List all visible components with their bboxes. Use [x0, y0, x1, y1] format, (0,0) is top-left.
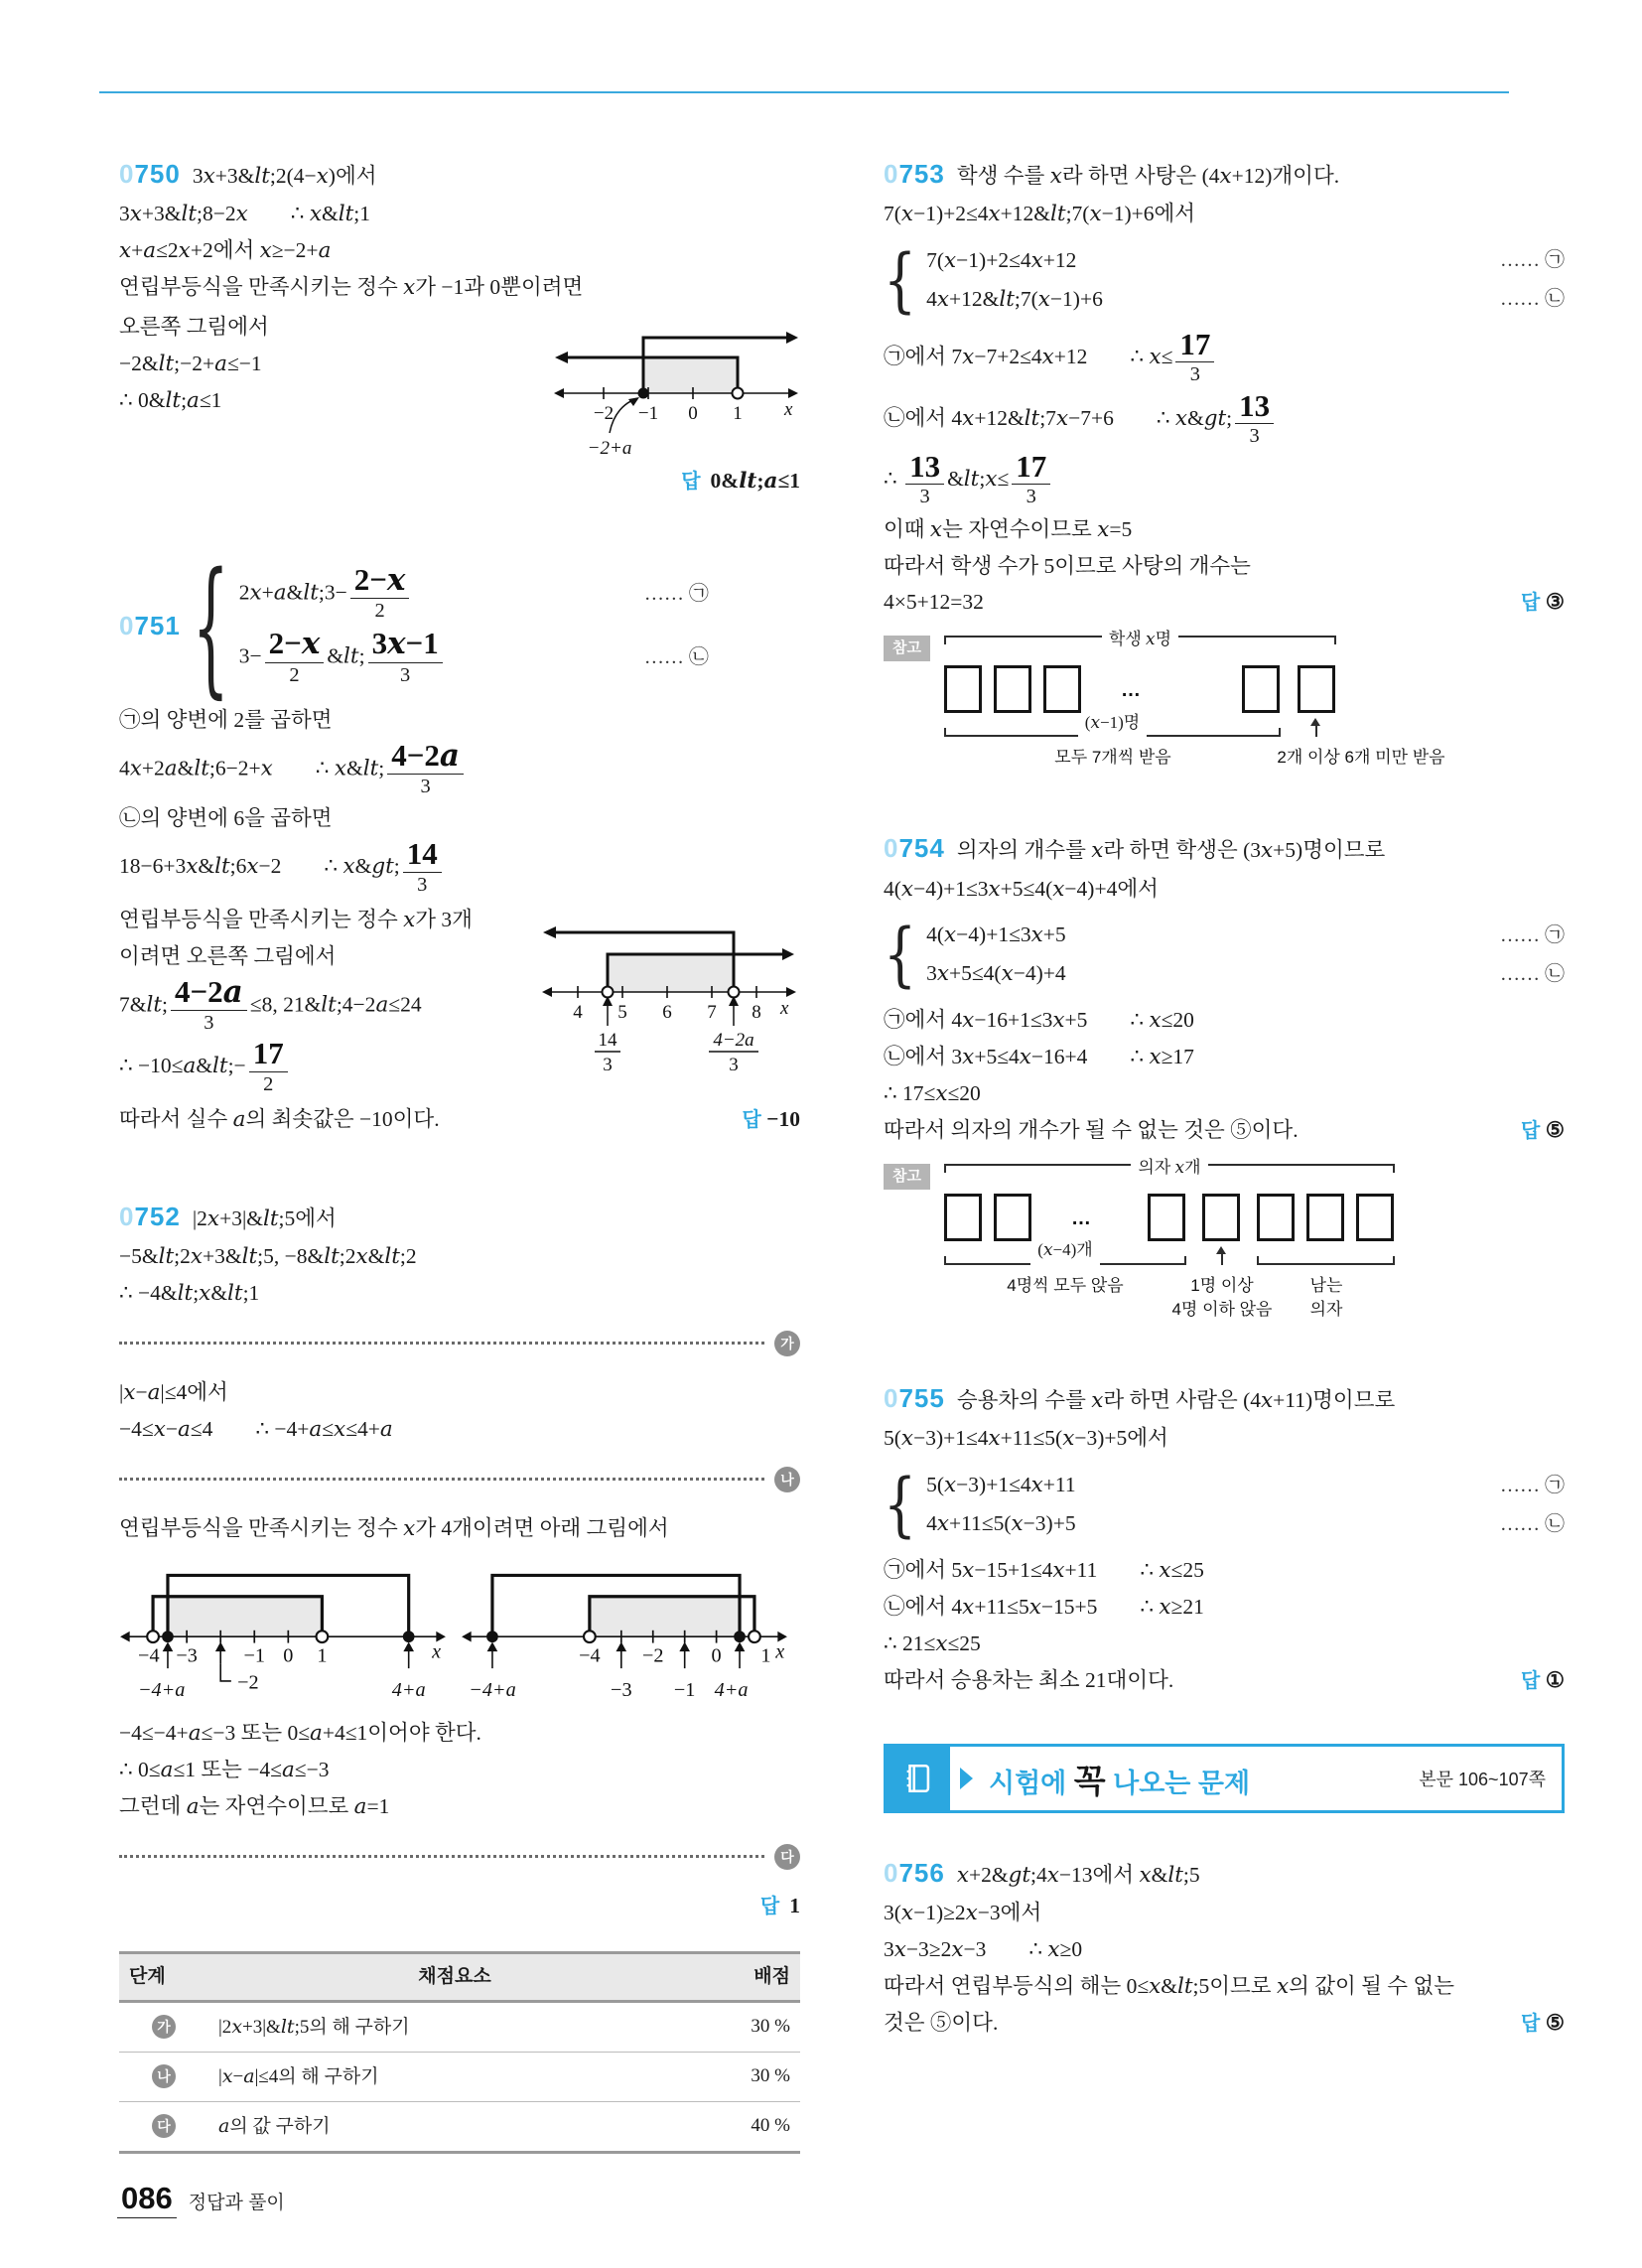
step-badge-ga: 가: [774, 1331, 800, 1356]
math-line: 4x+12&lt;7(x−1)+6: [926, 287, 1103, 313]
svg-text:−4: −4: [579, 1644, 601, 1667]
step-separator: [119, 1467, 800, 1492]
math-line: ㉡에서 4x+12&lt;7x−7+6 ∴ x&gt; $\frac{13}{3}$: [884, 391, 1565, 450]
equation-marker: …… ㉡: [1500, 962, 1565, 985]
svg-text:7: 7: [707, 1001, 717, 1023]
grading-table: [119, 1951, 800, 2154]
ellipsis: …: [1070, 1207, 1094, 1230]
svg-text:x: x: [780, 997, 789, 1019]
page-footer: [117, 2181, 285, 2218]
math-line: 따라서 실수 a의 최솟값은 −10이다.: [119, 1106, 440, 1132]
math-line: ∴ 0≤a≤1 또는 −4≤a≤−3: [119, 1757, 330, 1782]
math-line: 7&lt; $\frac{4-2a}{3}$ ≤8, 21&lt;4−2a≤24: [119, 973, 422, 1035]
math-line: −4≤−4+a≤−3 또는 0≤a+4≤1이어야 한다.: [119, 1720, 481, 1746]
svg-text:−1: −1: [243, 1644, 266, 1667]
svg-text:−2: −2: [641, 1644, 664, 1667]
math-line: 3x−3≥2x−3 ∴ x≥0: [884, 1937, 1083, 1963]
chair-box: [1148, 1194, 1185, 1241]
svg-text:3: 3: [729, 1054, 739, 1075]
math-line: 0756 x+2&gt;4x−13에서 x&lt;5: [884, 1858, 1200, 1889]
caption: 4명 이하 앉음: [1171, 1300, 1273, 1320]
student-box: [1043, 665, 1081, 713]
math-line: 7(x−1)+2≤4x+12&lt;7(x−1)+6에서: [884, 202, 1196, 227]
math-line: 3x+3&lt;8−2x ∴ x&lt;1: [119, 202, 370, 227]
inequality-system: [192, 540, 709, 713]
up-arrow: [1315, 721, 1317, 737]
math-line: 5(x−3)+1≤4x+11: [926, 1473, 1076, 1498]
svg-text:−2+a: −2+a: [587, 437, 632, 459]
math-line: ㉠의 양변에 2를 곱하면: [119, 707, 333, 732]
math-line: 0750 3x+3&lt;2(4−x)에서: [119, 159, 377, 189]
answer-label: 답: [759, 1895, 780, 1917]
math-line: ∴ −4&lt;x&lt;1: [119, 1280, 260, 1306]
footer-label: 정답과 풀이: [188, 2193, 285, 2213]
math-line: 0755 승용차의 수를 x라 하면 사람은 (4x+11)명이므로: [884, 1383, 1396, 1414]
svg-text:3: 3: [603, 1054, 613, 1075]
svg-text:−4+a: −4+a: [137, 1678, 186, 1701]
math-line: 3(x−1)≥2x−3에서: [884, 1901, 1042, 1926]
reference-note-0754: [884, 1158, 1565, 1331]
math-line: −4≤x−a≤4 ∴ −4+a≤x≤4+a: [119, 1416, 393, 1442]
caption: 남는: [1309, 1276, 1343, 1296]
table-header-row: [119, 1952, 800, 2001]
table-row: [119, 2101, 800, 2152]
step-separator: [119, 1331, 800, 1356]
equation-marker: …… ㉠: [1500, 249, 1565, 272]
caption: 의자: [1309, 1300, 1343, 1320]
svg-text:4+a: 4+a: [714, 1678, 749, 1701]
page-body: [119, 151, 1569, 2207]
top-divider: [99, 91, 1509, 93]
math-line: 18−6+3x&lt;6x−2 ∴ x&gt; $\frac{14}{3}$: [119, 839, 800, 898]
math-line: 것은 ⑤이다.: [884, 2011, 999, 2036]
student-box: [1298, 665, 1335, 713]
svg-text:4+a: 4+a: [391, 1678, 426, 1701]
math-line: 0753 학생 수를 x라 하면 사탕은 (4x+12)개이다.: [884, 159, 1340, 189]
answer-line: [119, 465, 800, 498]
numberline-figure-0752-left: [119, 1554, 447, 1713]
answer-line: 답 ①: [1521, 1668, 1565, 1693]
math-line: ∴ −10≤a&lt;− $\frac{17}{2}$: [119, 1039, 532, 1097]
math-line: 5(x−3)+1≤4x+11≤5(x−3)+5에서: [884, 1426, 1168, 1452]
equation-marker: …… ㉠: [643, 582, 709, 605]
svg-text:4: 4: [573, 1001, 583, 1023]
left-column: [119, 151, 800, 2207]
equation-marker: …… ㉡: [1500, 288, 1565, 311]
math-line: 따라서 의자의 개수가 될 수 없는 것은 ⑤이다.: [884, 1118, 1299, 1143]
caption: 2개 이상 6개 미만 받음: [1277, 748, 1445, 768]
math-line: 이때 x는 자연수이므로 x=5: [884, 516, 1133, 542]
notebook-icon: [887, 1747, 950, 1810]
problem-0755: [884, 1378, 1565, 1698]
math-line: −5&lt;2x+3&lt;5, −8&lt;2x&lt;2: [119, 1243, 417, 1269]
brace-label: (x−4)개: [1037, 1240, 1093, 1261]
answer-line: 답 ⑤: [1521, 1118, 1565, 1143]
column-header-criteria: 채점요소: [208, 1952, 701, 2001]
svg-text:x: x: [775, 1640, 785, 1663]
brace-label: 의자 x개: [1138, 1158, 1201, 1179]
chair-box: [1356, 1194, 1394, 1241]
banner-title: 시험에 꼭 나오는 문제: [989, 1762, 1251, 1799]
math-line: x+a≤2x+2에서 x≥−2+a: [119, 238, 332, 264]
svg-text:8: 8: [752, 1001, 761, 1023]
svg-text:−2: −2: [237, 1671, 259, 1694]
caption: 모두 7개씩 받음: [1054, 748, 1171, 768]
svg-text:1: 1: [733, 402, 743, 424]
student-box: [1242, 665, 1280, 713]
criteria-cell: a의 값 구하기: [208, 2101, 701, 2152]
table-row: [119, 2052, 800, 2101]
column-header-points: 배점: [701, 1952, 800, 2001]
inequality-system: [884, 1464, 1565, 1546]
numberline-figure-0750: [552, 308, 800, 459]
points-cell: 40 %: [701, 2101, 800, 2152]
problem-0752: [119, 1197, 800, 2154]
step-badge-na: 나: [774, 1467, 800, 1492]
caption: 4명씩 모두 앉음: [1007, 1276, 1124, 1296]
brace-label: 학생 x명: [1108, 630, 1172, 650]
svg-text:x: x: [784, 398, 793, 420]
equation-marker: …… ㉠: [1500, 923, 1565, 946]
svg-text:0: 0: [283, 1644, 294, 1667]
math-line: 따라서 연립부등식의 해는 0≤x&lt;5이므로 x의 값이 될 수 없는: [884, 1974, 1454, 2000]
math-line: ∴ 21≤x≤25: [884, 1631, 981, 1657]
banner-arrow: [960, 1768, 973, 1789]
dotted-rule: [119, 1478, 764, 1481]
answer-value: 0&lt;a≤1: [710, 468, 800, 494]
svg-text:−3: −3: [611, 1678, 632, 1701]
math-line: 3− $\frac{2-x}{2}$ &lt; $\frac{3x-1}{3}$: [239, 629, 446, 688]
ellipsis: …: [1120, 679, 1144, 702]
problem-0751: [119, 540, 800, 1137]
svg-text:−3: −3: [176, 1644, 198, 1667]
student-box: [994, 665, 1031, 713]
svg-text:14: 14: [598, 1029, 617, 1051]
math-line: 연립부등식을 만족시키는 정수 x가 3개: [119, 907, 473, 932]
step-badge-da: 다: [774, 1844, 800, 1870]
math-line: 4(x−4)+1≤3x+5≤4(x−4)+4에서: [884, 876, 1159, 902]
answer-line: [119, 1890, 800, 1923]
svg-text:0: 0: [711, 1644, 722, 1667]
system-brace: {: [884, 240, 917, 322]
chair-box: [1202, 1194, 1240, 1241]
svg-text:6: 6: [662, 1001, 672, 1023]
svg-text:−2: −2: [593, 402, 615, 424]
page-number: 086: [117, 2181, 177, 2218]
equation-marker: …… ㉡: [643, 646, 709, 669]
inequality-system: [884, 914, 1565, 996]
system-brace: {: [884, 1465, 917, 1546]
caption: 1명 이상: [1190, 1276, 1254, 1296]
right-column: [884, 151, 1565, 2207]
math-line: |x−a|≤4에서: [119, 1379, 228, 1405]
table-row: [119, 2001, 800, 2052]
system-brace: {: [884, 915, 917, 996]
math-line: ㉡에서 4x+11≤5x−15+5 ∴ x≥21: [884, 1595, 1204, 1621]
step-badge-da: 다: [152, 2114, 176, 2138]
svg-text:−1: −1: [637, 402, 659, 424]
svg-text:5: 5: [617, 1001, 627, 1023]
exam-section-banner: [884, 1744, 1565, 1813]
math-line: 이려면 오른쪽 그림에서: [119, 943, 337, 968]
svg-text:−4: −4: [138, 1644, 160, 1667]
problem-number: 0751: [119, 611, 181, 641]
math-line: 4×5+12=32: [884, 590, 984, 615]
math-line: ∴ $\frac{13}{3}$ &lt;x≤ $\frac{17}{3}$: [884, 452, 1565, 510]
problem-0750: [119, 154, 800, 498]
math-line: ㉠에서 4x−16+1≤3x+5 ∴ x≤20: [884, 1008, 1194, 1034]
problem-number: 0752: [119, 1201, 181, 1231]
svg-text:4−2a: 4−2a: [713, 1029, 754, 1051]
svg-text:x: x: [432, 1640, 442, 1663]
math-line: ㉠에서 7x−7+2≤4x+12 ∴ x≤ $\frac{17}{3}$: [884, 330, 1565, 388]
dotted-rule: [119, 1342, 764, 1345]
chair-diagram: [944, 1158, 1540, 1331]
problem-0753: [884, 154, 1565, 780]
student-box: [944, 665, 982, 713]
reference-badge: 참고: [884, 636, 930, 661]
brace-label: (x−1)명: [1084, 712, 1141, 733]
step-badge-na: 나: [152, 2064, 176, 2088]
math-line: ㉡의 양변에 6을 곱하면: [119, 806, 333, 831]
reference-note-0753: [884, 630, 1565, 780]
chair-box: [994, 1194, 1031, 1241]
svg-text:1: 1: [760, 1644, 771, 1667]
chair-box: [944, 1194, 982, 1241]
math-line: 연립부등식을 만족시키는 정수 x가 −1과 0뿐이려면: [119, 275, 584, 301]
math-line: ∴ 17≤x≤20: [884, 1081, 981, 1107]
criteria-cell: |x−a|≤4의 해 구하기: [208, 2052, 701, 2101]
answer-line: 답 −10: [742, 1106, 800, 1131]
math-line: 4x+11≤5(x−3)+5: [926, 1511, 1076, 1537]
math-line: 연립부등식을 만족시키는 정수 x가 4개이려면 아래 그림에서: [119, 1515, 669, 1541]
problem-number: 0754: [884, 833, 945, 864]
problem-number: 0755: [884, 1383, 945, 1414]
svg-text:0: 0: [688, 402, 698, 424]
numberline-figure-0752-right: [461, 1554, 788, 1713]
svg-text:1: 1: [317, 1644, 328, 1667]
chair-box: [1257, 1194, 1295, 1241]
equation-marker: …… ㉠: [1500, 1474, 1565, 1496]
reference-badge: 참고: [884, 1164, 930, 1190]
svg-text:−4+a: −4+a: [469, 1678, 516, 1701]
math-line: 4(x−4)+1≤3x+5: [926, 922, 1066, 948]
points-cell: 30 %: [701, 2052, 800, 2101]
numberline-figure-0751: [540, 901, 800, 1075]
inequality-system: [884, 239, 1565, 322]
step-separator: [119, 1844, 800, 1870]
points-cell: 30 %: [751, 2016, 790, 2038]
answer-line: 답 ⑤: [1521, 2011, 1565, 2036]
math-line: 7(x−1)+2≤4x+12: [926, 248, 1077, 274]
math-line: 따라서 승용차는 최소 21대이다.: [884, 1668, 1174, 1693]
up-arrow: [1221, 1249, 1223, 1265]
problem-number: 0756: [884, 1858, 945, 1889]
problem-0756: [884, 1853, 1565, 2041]
math-line: ㉠에서 5x−15+1≤4x+11 ∴ x≤25: [884, 1558, 1204, 1584]
problem-0754: [884, 828, 1565, 1331]
math-line: 오른쪽 그림에서: [119, 314, 269, 339]
math-line: 그런데 a는 자연수이므로 a=1: [119, 1793, 390, 1819]
banner-page-reference: 본문 106~107쪽: [1419, 1770, 1546, 1790]
math-line: 3x+5≤4(x−4)+4: [926, 961, 1066, 987]
math-line: 4x+2a&lt;6−2+x ∴ x&lt; $\frac{4-2a}{3}$: [119, 741, 800, 800]
problem-number: 0753: [884, 159, 945, 189]
criteria-cell: |2x+3|&lt;5의 해 구하기: [218, 2015, 410, 2038]
answer-label: 답: [681, 470, 701, 493]
math-line: 2x+a&lt;3− $\frac{2-x}{2}$: [239, 565, 413, 625]
step-badge-ga: 가: [152, 2015, 176, 2039]
math-line: 0752 |2x+3|&lt;5에서: [119, 1201, 337, 1231]
candy-diagram: [944, 630, 1540, 780]
math-line: 0754 의자의 개수를 x라 하면 학생은 (3x+5)명이므로: [884, 833, 1386, 864]
column-header-step: 단계: [119, 1952, 208, 2001]
equation-marker: …… ㉡: [1500, 1512, 1565, 1535]
math-line: 따라서 학생 수가 5이므로 사탕의 개수는: [884, 553, 1251, 578]
dotted-rule: [119, 1855, 764, 1858]
system-brace: {: [192, 540, 229, 713]
answer-line: 답 ③: [1521, 590, 1565, 615]
answer-value: 1: [789, 1893, 800, 1917]
math-line: ㉡에서 3x+5≤4x−16+4 ∴ x≥17: [884, 1045, 1194, 1070]
problem-number: 0750: [119, 159, 181, 189]
chair-box: [1306, 1194, 1344, 1241]
svg-text:−1: −1: [673, 1678, 696, 1701]
math-line: ∴ 0&lt;a≤1: [119, 387, 222, 413]
math-line: −2&lt;−2+a≤−1: [119, 351, 262, 376]
